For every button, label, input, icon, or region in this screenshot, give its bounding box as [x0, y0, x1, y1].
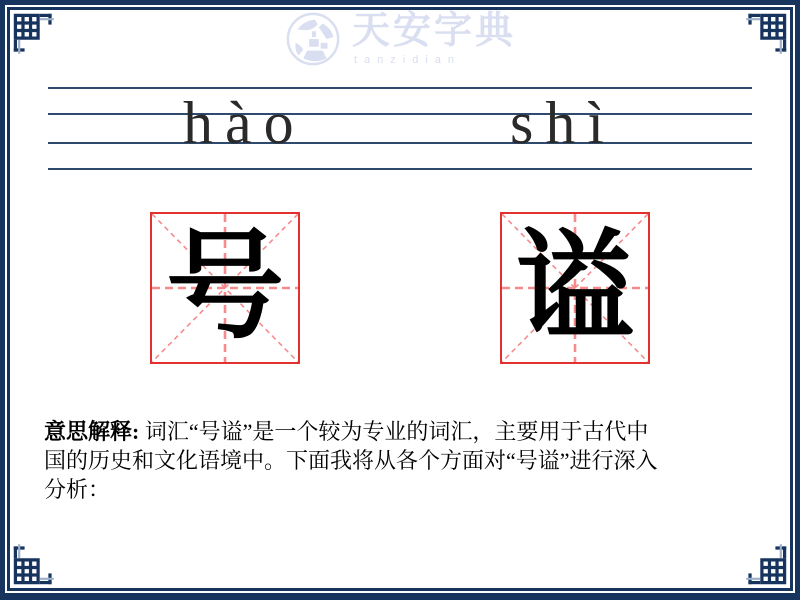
corner-fret-icon — [3, 541, 57, 595]
character-grid-box — [500, 212, 650, 364]
definition-section — [44, 417, 760, 504]
character-grid-box — [150, 212, 300, 364]
pinyin-first-char: hào — [183, 90, 306, 156]
corner-fret-icon — [743, 541, 797, 595]
globe-seal-icon — [284, 10, 342, 68]
character-glyph: 号 — [165, 222, 284, 353]
definition-label: 意思解释: — [44, 419, 140, 444]
definition-line — [44, 417, 760, 446]
pinyin-guide-line — [48, 142, 752, 144]
brand-name: 天安字典 — [351, 10, 516, 52]
brand-text-block — [352, 12, 516, 66]
brand-logo — [0, 10, 800, 68]
pinyin-guide-line — [48, 87, 752, 89]
character-glyph: 谥 — [515, 222, 634, 353]
pinyin-second-char: shì — [510, 90, 617, 156]
pinyin-guide-line — [48, 168, 752, 170]
brand-subtitle: tanzidian — [353, 54, 462, 66]
pinyin-guide-line — [48, 113, 752, 115]
definition-line-text: 词汇“号谥”是一个较为专业的词汇，主要用于古代中 — [139, 419, 649, 444]
definition-line: 国的历史和文化语境中。下面我将从各个方面对“号谥”进行深入 — [44, 448, 658, 473]
definition-line: 分析： — [44, 477, 111, 502]
